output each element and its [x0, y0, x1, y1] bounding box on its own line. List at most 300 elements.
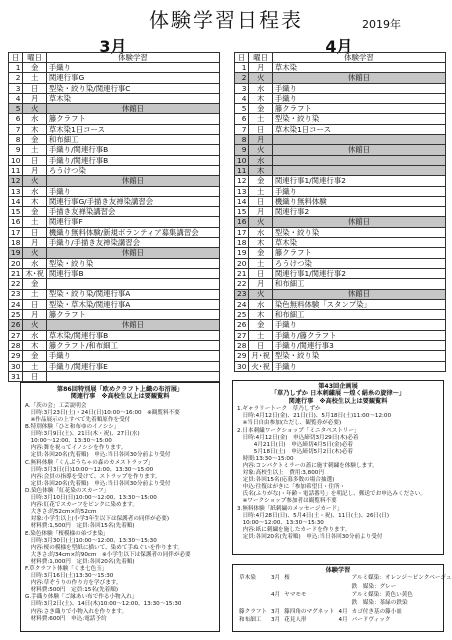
calendar-row — [235, 186, 446, 196]
day-cell: 31 — [9, 371, 23, 381]
weekday-cell: 月 — [249, 279, 272, 289]
event-cell: 手描き友禅染講習会 — [46, 207, 219, 217]
calendar-row — [9, 155, 220, 165]
event-cell: ろうけつ染 — [272, 258, 445, 268]
weekday-cell: 土 — [23, 289, 46, 299]
event-cell: 型染・草木染/関連行事A — [46, 299, 219, 309]
event-cell: 和布細工 — [272, 310, 445, 320]
calendar-row — [9, 135, 220, 145]
calendar-row — [9, 196, 220, 206]
weekday-cell: 日 — [249, 196, 272, 206]
event-cell: 型染・絞り染/関連行事C — [46, 83, 219, 93]
calendar-header-cell: 体験学習 — [46, 53, 219, 63]
closed-day-cell: 休館日 — [272, 217, 445, 227]
day-cell: 11 — [235, 165, 249, 175]
calendar-row — [9, 341, 220, 351]
calendar-row — [235, 361, 446, 371]
weekday-cell: 火 — [249, 289, 272, 299]
calendar-row — [9, 361, 220, 371]
calendar-row — [9, 176, 220, 186]
weekday-cell: 水 — [249, 227, 272, 237]
schedule-item: 桜 — [284, 575, 290, 582]
day-cell: 14 — [235, 196, 249, 206]
calendar-row — [9, 114, 220, 124]
schedule-category — [237, 583, 269, 591]
event-cell: 手織り — [272, 186, 445, 196]
weekday-cell: 月･祝 — [249, 351, 272, 361]
day-cell: 15 — [235, 207, 249, 217]
weekday-cell: 水 — [23, 258, 46, 268]
schedule-month — [336, 574, 349, 582]
event-cell: 関連行事2 — [272, 207, 445, 217]
calendar-row — [235, 268, 446, 278]
weekday-cell: 木 — [249, 310, 272, 320]
calendar-row — [9, 124, 220, 134]
schedule-item — [282, 599, 336, 607]
event-cell: 関連行事G — [46, 73, 219, 83]
event-cell: 手織り/関連行事B — [46, 155, 219, 165]
schedule-month — [269, 599, 282, 607]
calendar-header-row — [9, 53, 220, 63]
event-cell: 手織り — [46, 351, 219, 361]
day-cell: 29 — [235, 351, 249, 361]
event-cell: 染色無料体験「スタンプ染」 — [272, 299, 445, 309]
day-cell: 6 — [235, 114, 249, 124]
schedule-row — [237, 608, 452, 616]
weekday-cell: 土 — [249, 186, 272, 196]
weekday-cell: 木･祝 — [23, 268, 46, 278]
notice-body: 1.ギャラリートーク 草乃しずか 日時:4月12日(金)、21日(日)、5月18日(土)11:00〜12:00 ※当日自由参加(ただし、観覧券が必要) 2.日本刺繍ワークショップ「ミニタペストリー」 日時:4月12日(金) 申込締切3月29日(木)必着 4月21日(日) 申込締切4月5日(金)必着 5月18日(土) 申込締切5月2日(木)必着 時間:13:30〜15:00 内容:コンパクトミラーの蓋に施す刺繍を体験します。 対象:高校生以上 費用:3,800円 定員:各回15名(応募多数の場合抽選) 申込:往復はがきに「参加希望日・住所・ 氏名(ふりがな)・年齢・電話番号」を明記し、郵送でお申込みください。 ※ワークショップ参加者は観覧料不要 3.無料体験「紙刺繍のメッセージカード」 日時:4月28日(日)、5月4日(土・祝)、11日(土)、26日(日) 10:00〜12:00、13:30〜15:30 内容:紙に刺繍を施したカードを作ります。 定員:各回20名(先着順) 申込:当日各回30分前より受付 — [237, 406, 426, 540]
event-cell: 草木染/関連行事B — [46, 330, 219, 340]
weekday-cell: 火 — [23, 320, 46, 330]
event-cell — [272, 155, 445, 165]
calendar-row — [235, 310, 446, 320]
weekday-cell: 金 — [249, 104, 272, 114]
day-cell: 16 — [235, 217, 249, 227]
calendar-row — [9, 371, 220, 381]
weekday-cell: 水 — [23, 330, 46, 340]
day-cell: 2 — [9, 73, 23, 83]
calendar-header-row — [235, 53, 446, 63]
weekday-cell: 金 — [23, 63, 46, 73]
schedule-row — [237, 591, 452, 599]
weekday-cell: 日 — [249, 341, 272, 351]
weekday-cell: 火 — [249, 73, 272, 83]
day-cell: 25 — [9, 310, 23, 320]
schedule-month — [269, 583, 282, 591]
calendar-header-cell: 日 — [9, 53, 23, 63]
calendar-row — [235, 176, 446, 186]
weekday-cell: 日 — [23, 227, 46, 237]
day-cell: 27 — [235, 330, 249, 340]
schedule-month: 3月 — [270, 575, 281, 582]
weekday-cell: 金 — [23, 207, 46, 217]
day-cell: 13 — [9, 186, 23, 196]
weekday-cell: 月 — [23, 93, 46, 103]
weekday-cell: 土 — [249, 258, 272, 268]
event-cell: 手織り/関連行事3 — [272, 341, 445, 351]
year-label: 2019年 — [362, 18, 401, 31]
closed-day-cell: 休館日 — [46, 320, 219, 330]
day-cell: 4 — [235, 93, 249, 103]
schedule-item: 鉄 媒染：茶緑の鉄染 — [351, 600, 408, 607]
weekday-cell: 木 — [23, 341, 46, 351]
day-cell: 16 — [9, 217, 23, 227]
event-cell: 関連行事1/関連行事2 — [272, 176, 445, 186]
event-cell: 型染・絞り染 — [272, 114, 445, 124]
day-cell: 30 — [235, 361, 249, 371]
event-cell: 草木染1日コース — [46, 124, 219, 134]
march-events-notice — [20, 382, 220, 632]
calendar-row — [235, 63, 446, 73]
calendar-row — [9, 227, 220, 237]
closed-day-cell: 休館日 — [46, 248, 219, 258]
day-cell: 19 — [9, 248, 23, 258]
day-cell: 22 — [235, 279, 249, 289]
schedule-category — [237, 591, 269, 599]
weekday-cell: 水 — [23, 114, 46, 124]
day-cell: 24 — [9, 299, 23, 309]
notice-subtitle: 関連行事 ※高校生以上は要観覧料 — [70, 393, 170, 401]
event-cell: 草木染 — [272, 238, 445, 248]
weekday-cell: 土 — [249, 114, 272, 124]
day-cell: 8 — [235, 135, 249, 145]
event-cell — [46, 371, 219, 381]
day-cell: 12 — [235, 176, 249, 186]
weekday-cell: 火 — [249, 217, 272, 227]
day-cell: 23 — [9, 289, 23, 299]
schedule-box — [232, 564, 452, 632]
calendar-row — [9, 248, 220, 258]
day-cell: 15 — [9, 207, 23, 217]
schedule-row — [237, 583, 452, 591]
day-cell: 21 — [235, 268, 249, 278]
calendar-row — [235, 165, 446, 175]
event-cell: 草木染 — [272, 63, 445, 73]
closed-day-cell: 休館日 — [272, 289, 445, 299]
weekday-cell: 金 — [249, 176, 272, 186]
schedule-item: 花見人形 — [284, 616, 307, 623]
calendar-row — [9, 145, 220, 155]
event-cell: 手織り — [272, 93, 445, 103]
event-cell: 型染・絞り染 — [272, 227, 445, 237]
day-cell: 26 — [235, 320, 249, 330]
calendar-row — [235, 248, 446, 258]
day-cell: 1 — [9, 63, 23, 73]
event-cell: 型染・絞り染 — [272, 351, 445, 361]
event-cell — [46, 279, 219, 289]
schedule-item: 籐四角のマグネット — [284, 608, 335, 615]
page-title: 体験学習日程表 — [149, 8, 303, 32]
weekday-cell: 月 — [249, 207, 272, 217]
day-cell: 12 — [9, 176, 23, 186]
weekday-cell: 日 — [23, 299, 46, 309]
day-cell: 5 — [9, 104, 23, 114]
weekday-cell: 火 — [23, 248, 46, 258]
weekday-cell: 金 — [249, 248, 272, 258]
event-cell: 機織り無料体験/新規ボランティア募集講習会 — [46, 227, 219, 237]
schedule-month: 3月 — [270, 608, 281, 615]
weekday-cell: 金 — [23, 351, 46, 361]
event-cell: 和布細工 — [46, 135, 219, 145]
calendar-row — [9, 186, 220, 196]
day-cell: 10 — [9, 155, 23, 165]
weekday-cell: 日 — [249, 124, 272, 134]
calendar-row — [9, 279, 220, 289]
day-cell: 18 — [9, 238, 23, 248]
weekday-cell: 水 — [249, 155, 272, 165]
weekday-cell: 土 — [249, 330, 272, 340]
calendar-row — [235, 238, 446, 248]
event-cell: 手織り — [272, 83, 445, 93]
weekday-cell: 月 — [23, 238, 46, 248]
event-cell: 籐クラフト — [272, 248, 445, 258]
schedule-month — [336, 599, 349, 607]
closed-day-cell: 休館日 — [46, 176, 219, 186]
calendar-row — [235, 299, 446, 309]
day-cell: 19 — [235, 248, 249, 258]
april-events-notice — [232, 380, 444, 555]
day-cell: 28 — [235, 341, 249, 351]
event-cell: 手織り/関連行事B — [46, 145, 219, 155]
calendar-row — [9, 258, 220, 268]
day-cell: 1 — [235, 63, 249, 73]
calendar-row — [235, 330, 446, 340]
weekday-cell: 土 — [23, 217, 46, 227]
day-cell: 26 — [9, 320, 23, 330]
schedule-category: 草木染 — [239, 575, 256, 582]
calendar-row — [235, 73, 446, 83]
calendar-header-cell: 曜日 — [249, 53, 272, 63]
day-cell: 17 — [9, 227, 23, 237]
calendar-row — [235, 258, 446, 268]
calendar-row — [9, 299, 220, 309]
weekday-cell: 月 — [23, 310, 46, 320]
calendar-row — [9, 73, 220, 83]
calendar-row — [235, 155, 446, 165]
day-cell: 2 — [235, 73, 249, 83]
schedule-month: 4月 — [338, 608, 348, 615]
calendar-header-cell: 体験学習 — [272, 53, 445, 63]
calendar-row — [235, 114, 446, 124]
schedule-row — [237, 574, 452, 582]
schedule-category: 和布細工 — [239, 616, 262, 623]
event-cell: 手織り — [46, 186, 219, 196]
closed-day-cell: 休館日 — [272, 73, 445, 83]
event-cell: 草木染1日コース — [272, 124, 445, 134]
weekday-cell: 火 — [23, 176, 46, 186]
schedule-item — [282, 583, 336, 591]
day-cell: 11 — [9, 165, 23, 175]
calendar-row — [235, 104, 446, 114]
day-cell: 4 — [9, 93, 23, 103]
notice-title: 第43回企画展 — [318, 383, 358, 390]
weekday-cell: 水 — [249, 83, 272, 93]
calendar-row — [9, 330, 220, 340]
weekday-cell: 土 — [23, 73, 46, 83]
day-cell: 7 — [9, 124, 23, 134]
weekday-cell: 月 — [249, 135, 272, 145]
calendar-row — [235, 279, 446, 289]
weekday-cell: 日 — [23, 155, 46, 165]
day-cell: 10 — [235, 155, 249, 165]
schedule-item: バードヴィック — [351, 616, 391, 623]
day-cell: 9 — [9, 145, 23, 155]
weekday-cell: 月 — [23, 165, 46, 175]
event-cell — [272, 165, 445, 175]
event-cell: 手織り/関連行事E — [46, 361, 219, 371]
day-cell: 20 — [9, 258, 23, 268]
schedule-title: 体験学習 — [325, 567, 351, 574]
schedule-item: アルミ媒染：オレンジ〜ピンクベージュ — [351, 575, 452, 582]
calendar-row — [235, 124, 446, 134]
calendar-row — [9, 320, 220, 330]
calendar-row — [9, 93, 220, 103]
event-cell: 手織り — [272, 320, 445, 330]
day-cell: 29 — [9, 351, 23, 361]
calendar-row — [9, 351, 220, 361]
schedule-month: 4月 — [338, 616, 348, 623]
event-cell: 手織り/手描き友禅染講習会 — [46, 238, 219, 248]
schedule-category — [237, 599, 269, 607]
schedule-table — [237, 574, 452, 624]
day-cell: 8 — [9, 135, 23, 145]
closed-day-cell: 休館日 — [46, 104, 219, 114]
event-cell: ろうけつ染 — [46, 165, 219, 175]
event-cell: 関連行事1/関連行事2 — [272, 268, 445, 278]
event-cell: 籐クラフト — [46, 114, 219, 124]
weekday-cell: 水 — [23, 186, 46, 196]
calendar-row — [235, 289, 446, 299]
day-cell: 23 — [235, 289, 249, 299]
weekday-cell: 土 — [23, 145, 46, 155]
weekday-cell: 火 — [23, 104, 46, 114]
calendar-row — [235, 217, 446, 227]
weekday-cell: 日 — [249, 268, 272, 278]
weekday-cell: 火 — [249, 145, 272, 155]
calendar-row — [9, 310, 220, 320]
event-cell: 籐クラフト/和布細工 — [46, 341, 219, 351]
event-cell: 関連行事B — [46, 268, 219, 278]
weekday-cell: 火･祝 — [249, 361, 272, 371]
day-cell: 20 — [235, 258, 249, 268]
day-cell: 27 — [9, 330, 23, 340]
schedule-category: 籐クラフト — [239, 608, 267, 615]
calendar-header-cell: 日 — [235, 53, 249, 63]
event-cell: 機織り無料体験 — [272, 196, 445, 206]
calendar-row — [235, 83, 446, 93]
weekday-cell: 水 — [249, 299, 272, 309]
calendar-header-cell: 曜日 — [23, 53, 46, 63]
schedule-month: 3月 — [270, 616, 281, 623]
schedule-month — [336, 583, 349, 591]
weekday-cell: 金 — [249, 320, 272, 330]
calendar-row — [235, 341, 446, 351]
day-cell: 21 — [9, 268, 23, 278]
day-cell: 24 — [235, 299, 249, 309]
day-cell: 6 — [9, 114, 23, 124]
notice-body: A.「茨の会」工芸説明会 日時:3月23日(土)・24日(日)10:00〜16:00 ※観覧料不要 ※作品展示の上すべて先着順原作を受付 B.特別体験「ひと和布ゆのイノシシ」 日時:3月9日(土)、21日(木・祝)、27日(水) 10:00〜12:00、13:30〜15:00 内容:舞を祝ってイノシシを作ります。 定員:各回20名(先着順) 申込:当日各回30分前より受付 C.無料体験「くんぷうちゃの森のカメストラップ」 日時:3月3日(日)10:00〜12:00、13:30〜15:00 内容:会員の指導を受けて、ストラップを作ります。 定員:各回20名(先着順) 申込:当日各回30分前より受付 D.染色体験「紅花染のスカーフ」 日時:3月10日(日)10:00〜12:00、13:30〜15:00 内容:紅花でスカーフをピンクに染めます。 大きさ:約52cm×約52cm 対象:小学生以上(小学3年生以下は保護者の同伴が必要) 材料費:1,500円 定員:各回15名(先着順) E.染色体験「桜模様の弟づま染」 日時:3月30日(土)10:00〜12:00、13:30〜15:30 内容:桜の模様を型紙に描いて、染めて手ぬぐいを作ります。 大きさ:約34cm×約90cm ※小学生以下は保護者の同伴が必要 材料費:1,000円 定員:各回20名(先着順) F.草クラフト体験「くま七色玉」 日時:3月16日(土)13:30〜15:30 内容:草ぞうりの作り方を学びます。 材料費:500円 定員:15名(先着順) G.手織り体験「ご縁あい布で作る小物入れ」 日時:3月2日(土)、14日(木)10:00〜12:00、13:30〜15:30 内容:さき織りで小物入れを作ります。 材料費:600円 申込:電話予約 — [25, 402, 191, 622]
closed-day-cell: 休館日 — [272, 145, 445, 155]
day-cell: 18 — [235, 238, 249, 248]
calendar-row — [9, 104, 220, 114]
calendar-row — [9, 268, 220, 278]
calendar-row — [9, 238, 220, 248]
event-cell: 手織り — [272, 361, 445, 371]
day-cell: 25 — [235, 310, 249, 320]
schedule-row — [237, 599, 452, 607]
day-cell: 7 — [235, 124, 249, 134]
event-cell: 籐クラフト — [46, 310, 219, 320]
calendar-row — [235, 196, 446, 206]
schedule-month: 4月 — [270, 592, 281, 598]
weekday-cell: 金 — [23, 279, 46, 289]
weekday-cell: 木 — [23, 196, 46, 206]
day-cell: 3 — [235, 83, 249, 93]
day-cell: 13 — [235, 186, 249, 196]
event-cell: 草木染 — [46, 93, 219, 103]
event-cell: 籐クラフト — [272, 104, 445, 114]
event-cell: 和布細工 — [272, 279, 445, 289]
calendar-row — [235, 135, 446, 145]
calendar-row — [235, 351, 446, 361]
notice-title: 第86回特別展「欧めクラフト上織の布沼展」 — [56, 386, 184, 393]
day-cell: 28 — [9, 341, 23, 351]
event-cell: 型染・絞り染/関連行事A — [46, 289, 219, 299]
march-calendar — [8, 52, 220, 382]
day-cell: 30 — [9, 361, 23, 371]
calendar-row — [9, 63, 220, 73]
event-cell: 関連行事F — [46, 217, 219, 227]
weekday-cell: 日 — [23, 83, 46, 93]
calendar-row — [235, 145, 446, 155]
notice-subtitle-fee: 関連行事 ※高校生以上は要観覧料 — [288, 397, 388, 405]
event-cell: 手織り — [46, 63, 219, 73]
day-cell: 14 — [9, 196, 23, 206]
weekday-cell: 木 — [249, 165, 272, 175]
calendar-row — [9, 165, 220, 175]
schedule-row — [237, 616, 452, 624]
day-cell: 9 — [235, 145, 249, 155]
schedule-item: アルミ媒染：黄色い黄色 — [351, 592, 413, 598]
calendar-row — [235, 207, 446, 217]
calendar-row — [9, 83, 220, 93]
calendar-row — [235, 320, 446, 330]
schedule-item: カゴ付き基の籐小皿 — [351, 608, 402, 615]
calendar-row — [235, 93, 446, 103]
schedule-item: ヤマモモ — [284, 592, 307, 598]
weekday-cell: 金 — [23, 135, 46, 145]
event-cell — [272, 135, 445, 145]
weekday-cell: 土 — [23, 361, 46, 371]
april-heading: 4月 — [325, 37, 353, 56]
april-calendar — [234, 52, 446, 372]
event-cell: 関連行事G/手描き友禅染講習会 — [46, 196, 219, 206]
march-heading: 3月 — [99, 37, 127, 56]
weekday-cell: 月 — [249, 63, 272, 73]
day-cell: 22 — [9, 279, 23, 289]
day-cell: 5 — [235, 104, 249, 114]
calendar-row — [9, 289, 220, 299]
weekday-cell: 木 — [249, 93, 272, 103]
day-cell: 17 — [235, 227, 249, 237]
day-cell: 3 — [9, 83, 23, 93]
schedule-item: 鉄 媒染：グレー — [351, 583, 397, 590]
calendar-row — [235, 227, 446, 237]
notice-subtitle: 「草乃しずか 日本刺繍展 〜煌く絹糸の旋律〜」 — [270, 390, 406, 398]
weekday-cell: 木 — [249, 238, 272, 248]
calendar-row — [9, 217, 220, 227]
